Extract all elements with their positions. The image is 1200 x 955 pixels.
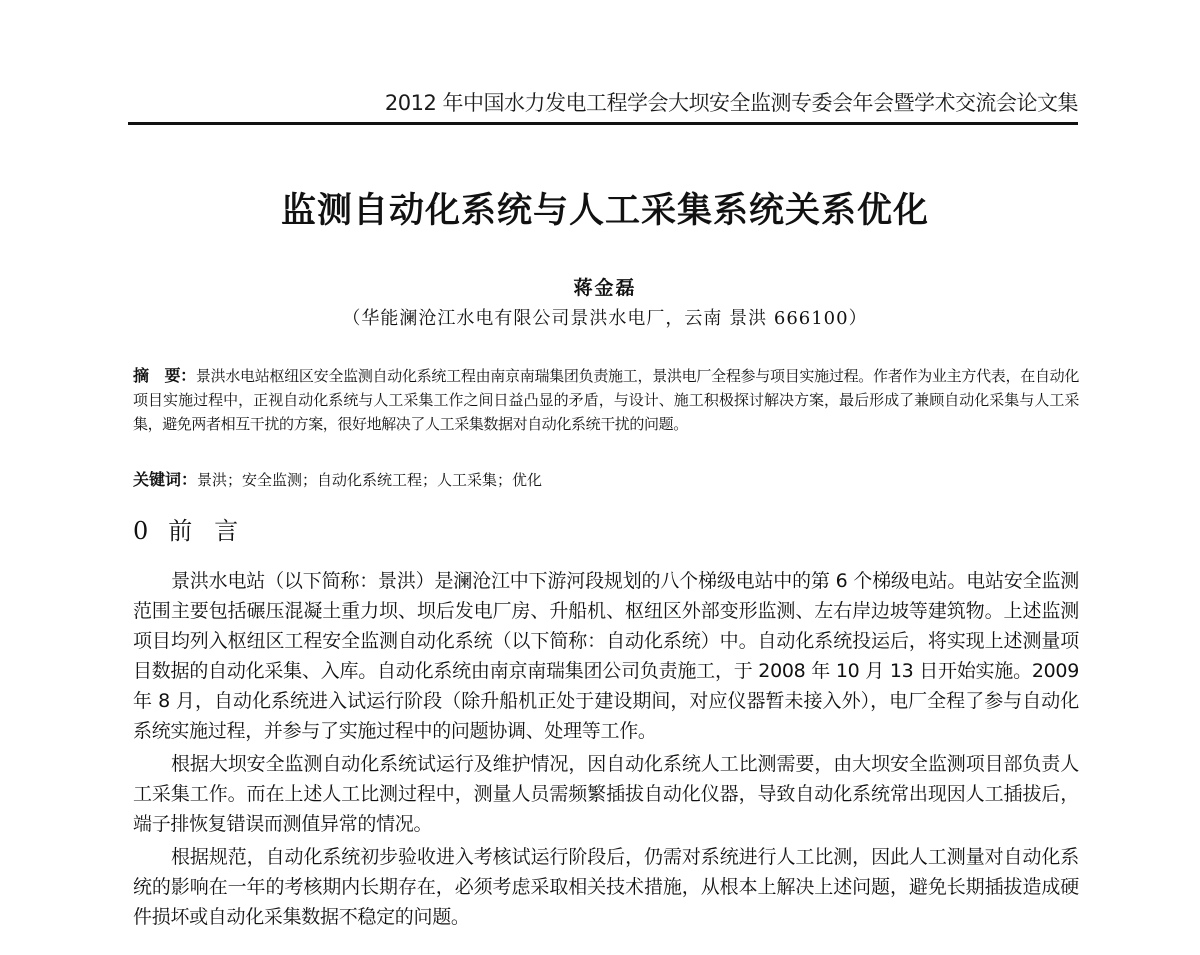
abstract xyxy=(133,364,1079,436)
body-text xyxy=(133,566,1079,935)
paper-title: 监测自动化系统与人工采集系统关系优化 xyxy=(280,191,929,231)
header-rule xyxy=(128,122,1078,125)
keywords-label: 关键词： xyxy=(133,470,198,489)
body-paragraph: 根据规范，自动化系统初步验收进入考核试运行阶段后，仍需对系统进行人工比测，因此人工测量对自动化系统的影响在一年的考核期内长期存在，必须考虑采取相关技术措施，从根本上解决上述问题，避免长期插拔造成硬件损坏或自动化采集数据不稳定的问题。 xyxy=(133,846,1079,928)
abstract-label: 摘 要： xyxy=(133,366,196,385)
section-number: 0 xyxy=(133,517,153,545)
keywords-text: 景洪；安全监测；自动化系统工程；人工采集；优化 xyxy=(197,471,543,489)
section-title: 前言 xyxy=(168,517,261,545)
body-paragraph: 根据大坝安全监测自动化系统试运行及维护情况，因自动化系统人工比测需要，由大坝安全监测项目部负责人工采集工作。而在上述人工比测过程中，测量人员需频繁插拔自动化仪器，导致自动化系统常出现因人工插拔后，端子排恢复错误而测值异常的情况。 xyxy=(133,753,1079,835)
running-header: 2012 年中国水力发电工程学会大坝安全监测专委会年会暨学术交流会论文集 xyxy=(384,91,1078,115)
author-name: 蒋金磊 xyxy=(573,277,637,299)
section-heading xyxy=(133,514,260,548)
author-affiliation: （华能澜沧江水电有限公司景洪水电厂，云南 景洪 666100） xyxy=(342,308,868,329)
body-paragraph: 景洪水电站（以下简称：景洪）是澜沧江中下游河段规划的八个梯级电站中的第 6 个梯级电站。电站安全监测范围主要包括碾压混凝土重力坝、坝后发电厂房、升船机、枢纽区外部变形监测、左右岸边坡等建筑物。上述监测项目均列入枢纽区工程安全监测自动化系统（以下简称：自动化系统）中。自动化系统投运后，将实现上述测量项目数据的自动化采集、入库。自动化系统由南京南瑞集团公司负责施工，于 2008 年 10 月 13 日开始实施。2009 年 8 月，自动化系统进入试运行阶段（除升船机正处于建设期间，对应仪器暂未接入外），电厂全程了参与自动化系统实施过程，并参与了实施过程中的问题协调、处理等工作。 xyxy=(133,570,1079,742)
keywords xyxy=(133,468,1079,492)
abstract-text: 景洪水电站枢纽区安全监测自动化系统工程由南京南瑞集团负责施工，景洪电厂全程参与项目实施过程。作者作为业主方代表，在自动化项目实施过程中，正视自动化系统与人工采集工作之间日益凸显的矛盾，与设计、施工积极探讨解决方案，最后形成了兼顾自动化采集与人工采集，避免两者相互干扰的方案，很好地解决了人工采集数据对自动化系统干扰的问题。 xyxy=(133,367,1079,433)
